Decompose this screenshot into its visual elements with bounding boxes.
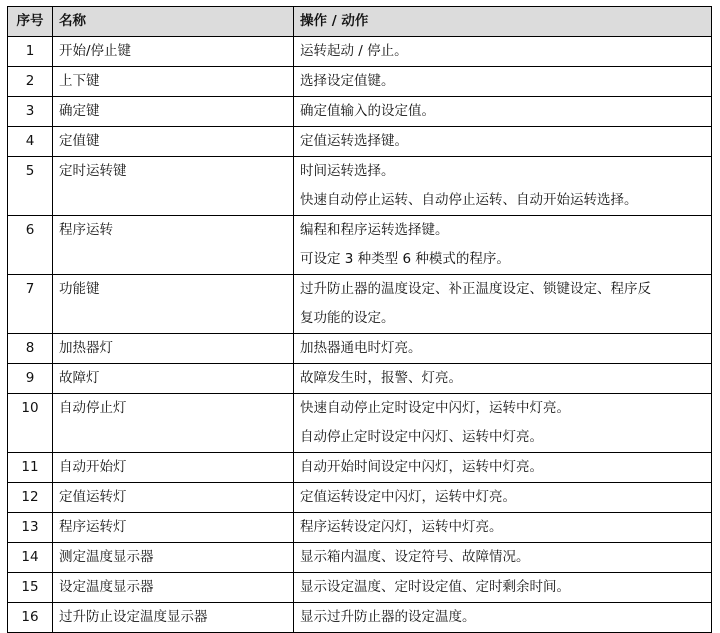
row-name: 过升防止设定温度显示器 bbox=[53, 603, 294, 633]
row-number: 3 bbox=[8, 97, 53, 127]
row-description bbox=[294, 275, 712, 334]
row-name: 自动开始灯 bbox=[53, 453, 294, 483]
description-line: 运转起动 / 停止。 bbox=[300, 43, 408, 59]
header-num: 序号 bbox=[8, 7, 53, 37]
table-row bbox=[8, 275, 712, 334]
row-description bbox=[294, 216, 712, 275]
table-body bbox=[8, 37, 712, 633]
row-description bbox=[294, 543, 712, 573]
description-line: 故障发生时，报警、灯亮。 bbox=[300, 370, 462, 386]
description-line: 显示设定温度、定时设定值、定时剩余时间。 bbox=[300, 579, 570, 595]
row-name: 上下键 bbox=[53, 67, 294, 97]
row-number: 14 bbox=[8, 543, 53, 573]
table-row bbox=[8, 334, 712, 364]
row-name: 加热器灯 bbox=[53, 334, 294, 364]
row-number: 1 bbox=[8, 37, 53, 67]
header-action: 操作 / 动作 bbox=[294, 7, 712, 37]
table-row bbox=[8, 453, 712, 483]
row-name: 程序运转灯 bbox=[53, 513, 294, 543]
row-description bbox=[294, 453, 712, 483]
table-row bbox=[8, 513, 712, 543]
table-row bbox=[8, 67, 712, 97]
row-description bbox=[294, 573, 712, 603]
row-name: 定值键 bbox=[53, 127, 294, 157]
table-row bbox=[8, 216, 712, 275]
function-table bbox=[7, 6, 712, 633]
row-name: 定时运转键 bbox=[53, 157, 294, 216]
description-line: 定值运转设定中闪灯，运转中灯亮。 bbox=[300, 489, 516, 505]
row-name: 测定温度显示器 bbox=[53, 543, 294, 573]
row-number: 6 bbox=[8, 216, 53, 275]
description-line: 过升防止器的温度设定、补正温度设定、锁键设定、程序反 bbox=[300, 281, 651, 297]
row-number: 9 bbox=[8, 364, 53, 394]
row-name: 功能键 bbox=[53, 275, 294, 334]
row-description bbox=[294, 513, 712, 543]
row-number: 16 bbox=[8, 603, 53, 633]
table-row bbox=[8, 127, 712, 157]
row-number: 5 bbox=[8, 157, 53, 216]
description-line: 时间运转选择。 bbox=[300, 163, 395, 179]
description-line: 显示箱内温度、设定符号、故障情况。 bbox=[300, 549, 530, 565]
row-description bbox=[294, 483, 712, 513]
description-line: 可设定 3 种类型 6 种模式的程序。 bbox=[300, 251, 510, 267]
row-description bbox=[294, 364, 712, 394]
row-description bbox=[294, 157, 712, 216]
description-line: 复功能的设定。 bbox=[300, 310, 395, 326]
row-name: 设定温度显示器 bbox=[53, 573, 294, 603]
row-number: 13 bbox=[8, 513, 53, 543]
row-number: 2 bbox=[8, 67, 53, 97]
row-description bbox=[294, 334, 712, 364]
row-description bbox=[294, 603, 712, 633]
description-line: 选择设定值键。 bbox=[300, 73, 395, 89]
description-line: 显示过升防止器的设定温度。 bbox=[300, 609, 476, 625]
row-name: 确定键 bbox=[53, 97, 294, 127]
row-number: 7 bbox=[8, 275, 53, 334]
header-row bbox=[8, 7, 712, 37]
table-row bbox=[8, 483, 712, 513]
row-number: 10 bbox=[8, 394, 53, 453]
description-line: 快速自动停止定时设定中闪灯，运转中灯亮。 bbox=[300, 400, 570, 416]
description-line: 程序运转设定闪灯，运转中灯亮。 bbox=[300, 519, 503, 535]
header-name: 名称 bbox=[53, 7, 294, 37]
row-number: 8 bbox=[8, 334, 53, 364]
table-row bbox=[8, 157, 712, 216]
table-row bbox=[8, 364, 712, 394]
table-row bbox=[8, 97, 712, 127]
row-description bbox=[294, 97, 712, 127]
row-number: 12 bbox=[8, 483, 53, 513]
table-row bbox=[8, 394, 712, 453]
description-line: 加热器通电时灯亮。 bbox=[300, 340, 422, 356]
description-line: 确定值输入的设定值。 bbox=[300, 103, 435, 119]
table-row bbox=[8, 543, 712, 573]
row-name: 故障灯 bbox=[53, 364, 294, 394]
row-number: 4 bbox=[8, 127, 53, 157]
row-description bbox=[294, 67, 712, 97]
row-description bbox=[294, 394, 712, 453]
table-row bbox=[8, 37, 712, 67]
description-line: 定值运转选择键。 bbox=[300, 133, 408, 149]
description-line: 快速自动停止运转、自动停止运转、自动开始运转选择。 bbox=[300, 192, 638, 208]
row-description bbox=[294, 127, 712, 157]
table-row bbox=[8, 573, 712, 603]
description-line: 自动停止定时设定中闪灯、运转中灯亮。 bbox=[300, 429, 543, 445]
row-name: 定值运转灯 bbox=[53, 483, 294, 513]
table-row bbox=[8, 603, 712, 633]
row-name: 自动停止灯 bbox=[53, 394, 294, 453]
row-number: 15 bbox=[8, 573, 53, 603]
description-line: 编程和程序运转选择键。 bbox=[300, 222, 449, 238]
row-name: 开始/停止键 bbox=[53, 37, 294, 67]
row-name: 程序运转 bbox=[53, 216, 294, 275]
row-number: 11 bbox=[8, 453, 53, 483]
description-line: 自动开始时间设定中闪灯，运转中灯亮。 bbox=[300, 459, 543, 475]
row-description bbox=[294, 37, 712, 67]
